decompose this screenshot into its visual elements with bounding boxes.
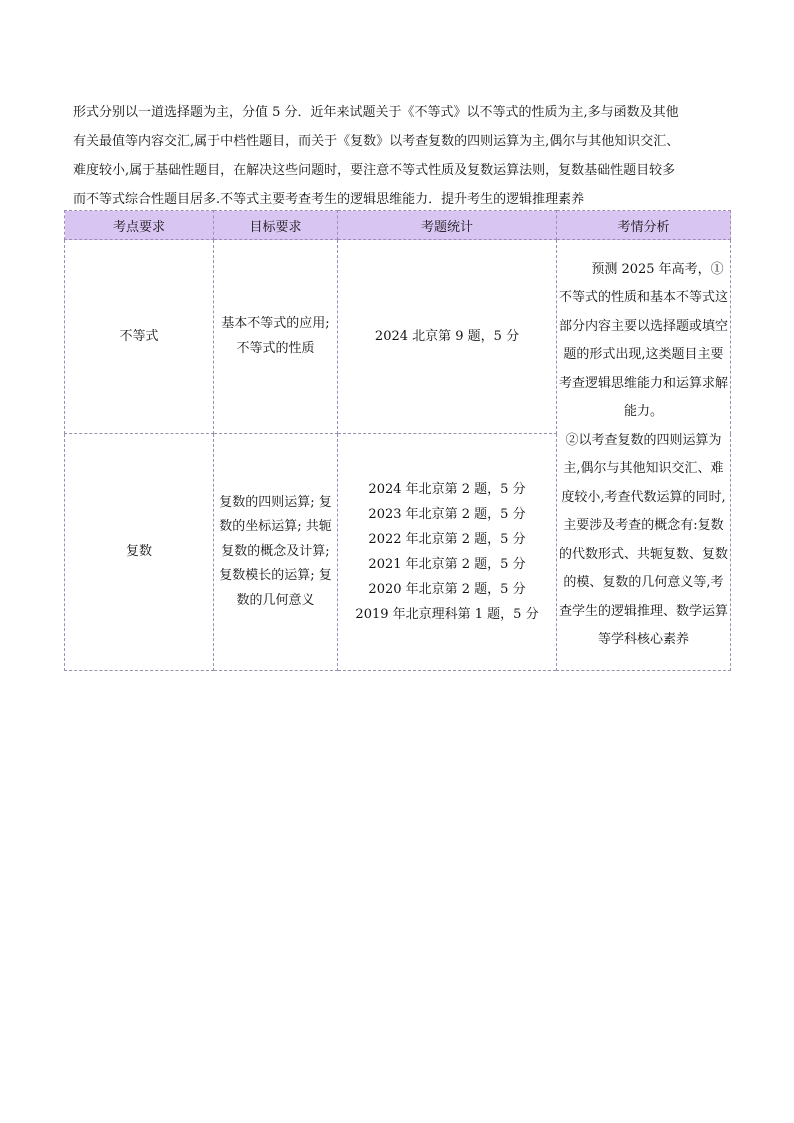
table-header-row	[65, 211, 731, 240]
stat-line: 2021 年北京第 2 题，5 分	[368, 557, 526, 572]
header-goal: 目标要求	[214, 211, 338, 240]
intro-line: 有关最值等内容交汇,属于中档性题目，而关于《复数》以考查复数的四则运算为主,偶尔与其他知识交汇、	[73, 134, 680, 149]
exam-analysis-table	[64, 210, 731, 671]
header-topic: 考点要求	[65, 211, 214, 240]
intro-paragraph	[73, 98, 733, 214]
topic-label: 复数	[125, 544, 152, 559]
cell-stats	[338, 434, 557, 671]
topic-label: 不等式	[119, 328, 159, 344]
header-stats: 考题统计	[338, 211, 557, 240]
table-row	[65, 240, 731, 434]
cell-topic	[65, 434, 214, 671]
cell-analysis	[557, 240, 731, 671]
analysis-paragraph-2: ②以考查复数的四则运算为主,偶尔与其他知识交汇、难度较小,考查代数运算的同时,主要涉及考查的概念有:复数的代数形式、共轭复数、复数的模、复数的几何意义等,考查学生的逻辑推理、数学运算等学科核心素养	[558, 432, 728, 647]
cell-goal	[214, 240, 338, 434]
analysis-text-1: 预测 2025 年高考，①不等式的性质和基本不等式这部分内容主要以选择题或填空题的形式出现,这类题目主要考查逻辑思维能力和运算求解能力。	[558, 261, 728, 419]
stat-line: 2019 年北京理科第 1 题，5 分	[355, 607, 539, 622]
intro-line: 形式分别以一道选择题为主，分值 5 分．近年来试题关于《不等式》以不等式的性质为主,多与函数及其他	[73, 105, 679, 120]
cell-stats	[338, 240, 557, 434]
goal-text: 复数的四则运算; 复数的坐标运算; 共轭复数的概念及计算; 复数模长的运算; 复数的几何意义	[219, 494, 332, 608]
intro-line: 而不等式综合性题目居多.不等式主要考查考生的逻辑思维能力．提升考生的逻辑推理素养	[73, 192, 585, 207]
stat-line: 2020 年北京第 2 题，5 分	[368, 582, 526, 597]
stat-line: 2024 年北京第 2 题，5 分	[368, 482, 526, 497]
cell-topic	[65, 240, 214, 434]
stat-line: 2023 年北京第 2 题，5 分	[368, 507, 526, 522]
goal-text: 基本不等式的应用; 不等式的性质	[221, 316, 330, 356]
intro-line: 难度较小,属于基础性题目，在解决这些问题时，要注意不等式性质及复数运算法则，复数基础性题目较多	[73, 163, 676, 178]
stat-line: 2024 北京第 9 题，5 分	[374, 329, 520, 344]
cell-goal	[214, 434, 338, 671]
header-analysis: 考情分析	[557, 211, 731, 240]
analysis-paragraph-1	[557, 256, 730, 427]
stat-line: 2022 年北京第 2 题，5 分	[368, 532, 526, 547]
